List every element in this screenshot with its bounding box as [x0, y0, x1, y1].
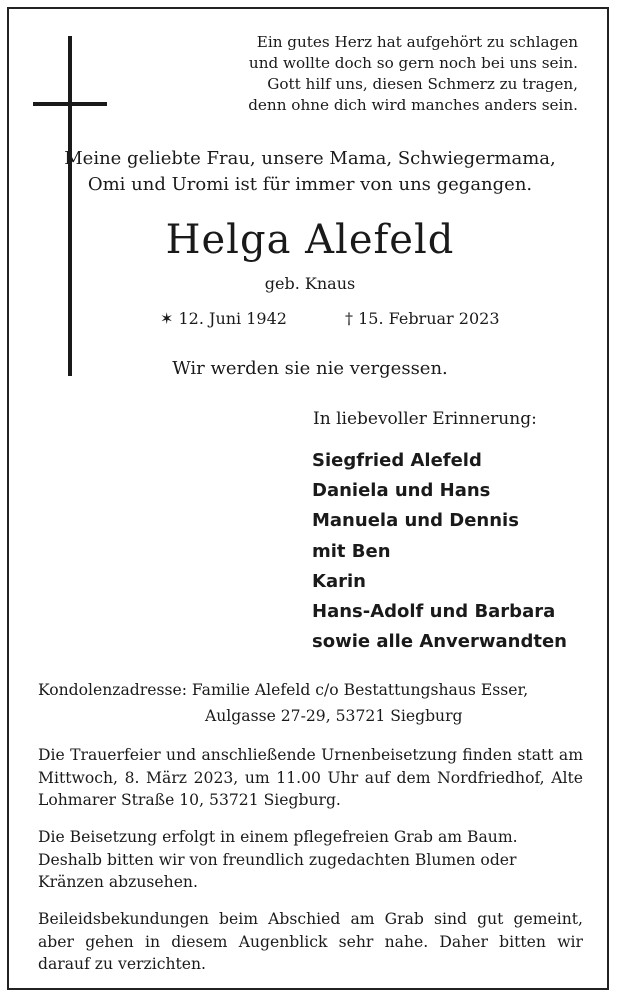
burial-info-paragraph: Die Beisetzung erfolgt in einem pflegefreien Grab am Baum. Deshalb bitten wir von freundlich zugedachten Blumen oder Kränzen abzusehen.: [38, 828, 518, 891]
condolence-address-line1: Kondolenzadresse: Familie Alefeld c/o Bestattungshaus Esser,: [38, 681, 529, 699]
mourner-name: mit Ben: [312, 540, 391, 562]
birth-date: ✶ 12. Juni 1942: [160, 309, 287, 328]
funeral-info-paragraph: Die Trauerfeier und anschließende Urnenbeisetzung finden statt am Mittwoch, 8. März 2023, um 11.00 Uhr auf dem Nordfriedhof, Alte Lohmarer Straße 10, 53721 Siegburg.: [38, 746, 583, 809]
intro-line: Meine geliebte Frau, unsere Mama, Schwiegermama,: [64, 148, 556, 169]
mourner-name: Karin: [312, 570, 366, 592]
poem-line: und wollte doch so gern noch bei uns sein.: [248, 54, 578, 72]
cross-vertical-bar: [68, 36, 72, 376]
never-forget-line: Wir werden sie nie vergessen.: [172, 358, 448, 379]
condolence-address-line2: Aulgasse 27-29, 53721 Siegburg: [205, 707, 463, 725]
memory-heading: In liebevoller Erinnerung:: [313, 409, 537, 429]
poem: [198, 32, 578, 116]
mourner-name: Hans-Adolf und Barbara: [312, 601, 556, 623]
mourner-name: sowie alle Anverwandten: [312, 631, 567, 653]
death-date: † 15. Februar 2023: [345, 309, 500, 328]
intro-line: Omi und Uromi ist für immer von uns gegangen.: [87, 174, 533, 195]
mourner-name: Daniela und Hans: [312, 480, 491, 502]
mourners-list: [312, 446, 567, 657]
mourner-name: Siegfried Alefeld: [312, 450, 482, 471]
poem-line: Gott hilf uns, diesen Schmerz zu tragen,: [267, 75, 578, 93]
cross-horizontal-bar: [33, 102, 107, 106]
intro-text: [40, 146, 580, 198]
mourner-name: Manuela und Dennis: [312, 510, 519, 532]
poem-line: denn ohne dich wird manches anders sein.: [248, 96, 578, 114]
birth-name: geb. Knaus: [264, 274, 356, 293]
condolence-request-paragraph: Beileidsbekundungen beim Abschied am Grab sind gut gemeint, aber gehen in diesem Augenblick sehr nahe. Daher bitten wir darauf zu verzichten.: [38, 910, 583, 973]
deceased-name: Helga Alefeld: [165, 217, 455, 263]
poem-line: Ein gutes Herz hat aufgehört zu schlagen: [256, 33, 578, 51]
